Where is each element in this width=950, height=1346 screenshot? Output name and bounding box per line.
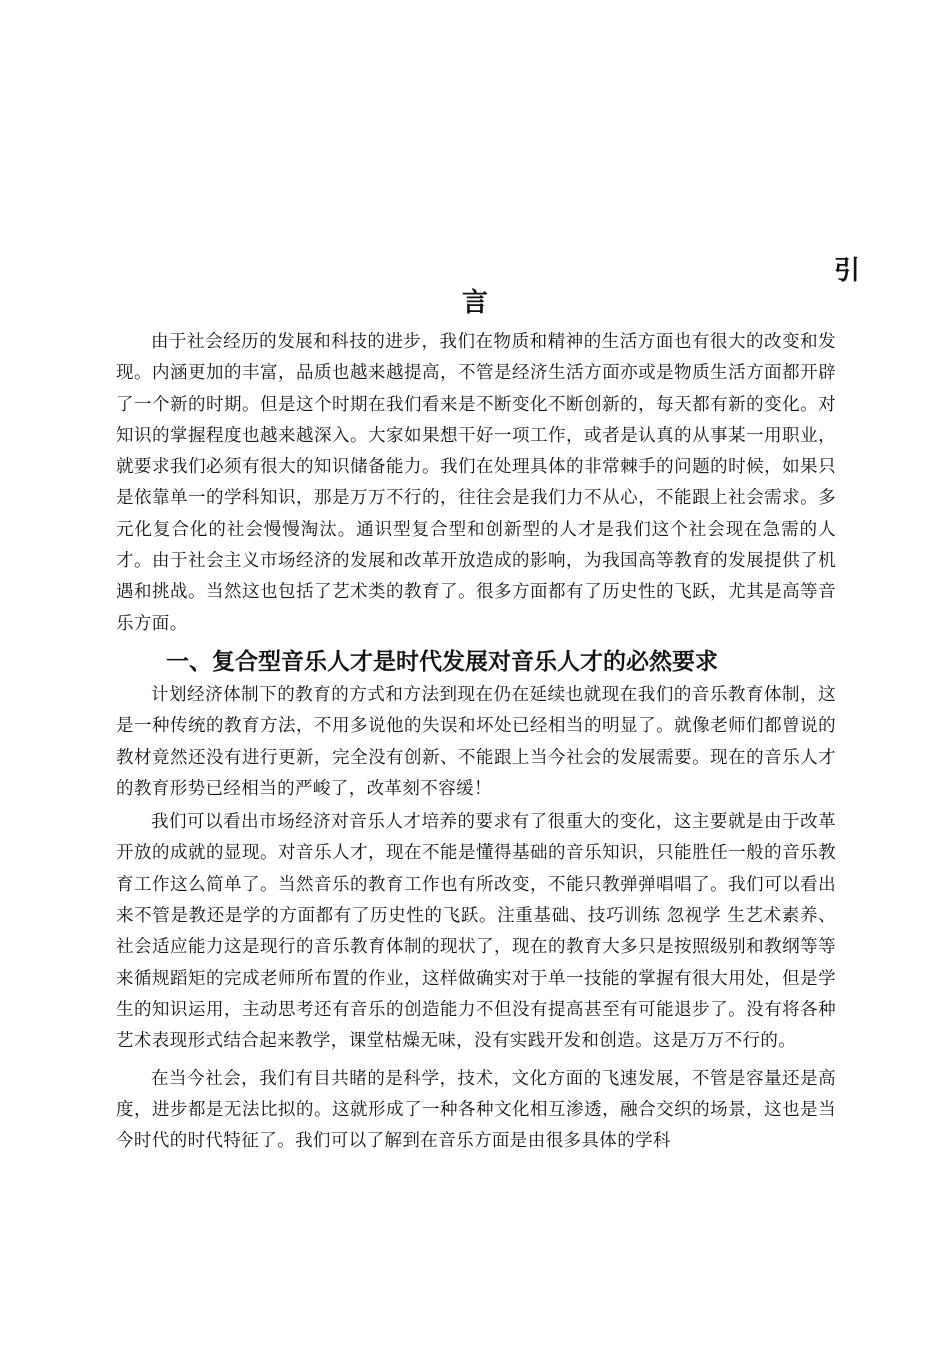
title-char-yan: 言 (462, 288, 489, 318)
section-paragraph: 我们可以看出市场经济对音乐人才培养的要求有了很重大的变化，这主要就是由于改革开放的成就的显现。对音乐人才，现在不能是懂得基础的音乐知识，只能胜任一般的音乐教育工作这么简单了。当然音乐的教育工作也有所改变，不能只教弹弹唱唱了。我们可以看出来不管是教还是学的方面都有了历史性的飞跃。注重基础、技巧训练 忽视学 生艺术素养、社会适应能力这是现行的音乐教育体制的现状了，现在的教育大多只是按照级别和教纲等等来循规蹈矩的完成老师所布置的作业，这样做确实对于单一技能的掌握有很大用处，但是学生的知识运用，主动思考还有音乐的创造能力不但没有提高甚至有可能退步了。没有将各种艺术表现形式结合起来教学，课堂枯燥无味，没有实践开发和创造。这是万万不行的。 (116, 812, 836, 1052)
title-char-yin: 引 (834, 256, 861, 286)
intro-paragraph: 由于社会经历的发展和科技的进步，我们在物质和精神的生活方面也有很大的改变和发现。内涵更加的丰富，品质也越来越提高，不管是经济生活方面亦或是物质生活方面都开辟了一个新的时期。但是这个时期在我们看来是不断变化不断创新的，每天都有新的变化。对知识的掌握程度也越来越深入。大家如果想干好一项工作，或者是认真的从事某一用职业，就要求我们必须有很大的知识储备能力。我们在处理具体的非常棘手的问题的时候，如果只是依靠单一的学科知识，那是万万不行的，往往会是我们力不从心，不能跟上社会需求。多元化复合化的社会慢慢淘汰。通识型复合型和创新型的人才是我们这个社会现在急需的人才。由于社会主义市场经济的发展和改革开放造成的影响，为我国高等教育的发展提供了机遇和挑战。当然这也包括了艺术类的教育了。很多方面都有了历史性的飞跃，尤其是高等音乐方面。 (116, 332, 836, 634)
section-paragraph: 在当今社会，我们有目共睹的是科学，技术，文化方面的飞速发展，不管是容量还是高度，进步都是无法比拟的。这就形成了一种各种文化相互渗透，融合交织的场景，这也是当今时代的时代特征了。我们可以了解到在音乐方面是由很多具体的学科 (116, 1068, 836, 1152)
intro-body (116, 327, 836, 640)
section-paragraph: 计划经济体制下的教育的方式和方法到现在仍在延续也就现在我们的音乐教育体制，这是一种传统的教育方法，不用多说他的失误和坏处已经相当的明显了。就像老师们都曾说的教材竟然还没有进行更新，完全没有创新、不能跟上当今社会的发展需要。现在的音乐人才的教育形势已经相当的严峻了，改革刻不容缓！ (116, 685, 836, 799)
section-heading: 一、复合型音乐人才是时代发展对音乐人才的必然要求 (166, 649, 718, 675)
section-body (116, 680, 836, 1157)
